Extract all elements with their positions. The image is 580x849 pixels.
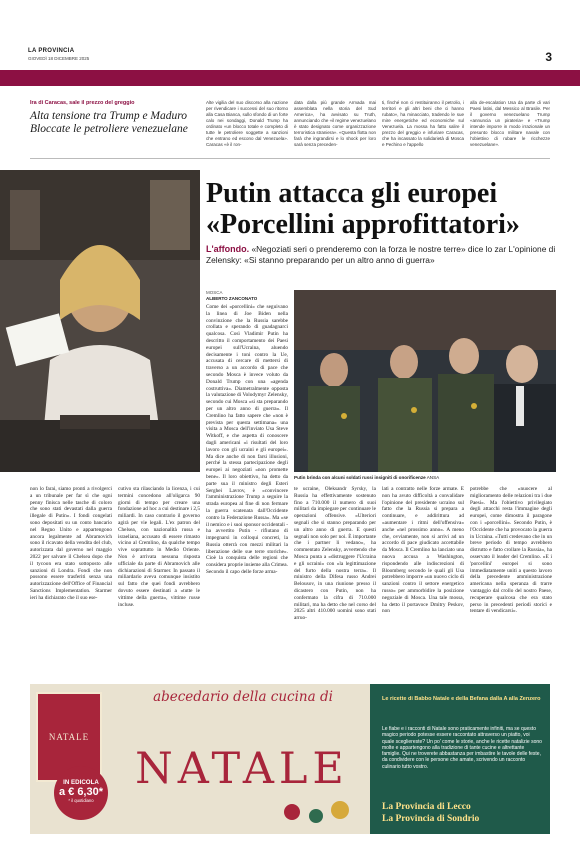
article-column-b: non lo farai, siamo pronti a rivolgerci a un tribunale per far sì che ogni penny finisca nelle tasche di coloro che sono stati devastati dalla guerra illegale di Putin». I fondi congelati sono depositati su un conto bancario nel Regno Unito e appartengono ancora legalmente ad Abramovich sono il ricavato della vendita del club, autorizzata dal governo nel maggio 2022 per salvare il Chelsea dopo che il tycoon era stato sottoposto alle sanzioni di Londra. Fondi che non possono essere trasferiti senza una autorizzazione dell'Office of Financial Sanctions Implementation. Starmer ieri ha dichiarato che il suo ese- (30, 486, 112, 601)
ad-natale-title: NATALE (135, 744, 349, 794)
ad-right-body: Le fiabe e i racconti di Natale sono praticamente infiniti, ma se questo magico periodo potesse essere raccontato attraverso un piatto, voi quale scegliereste? Un po' come le storie, anche le ricette natalizie sono molte e appartengono alla tradizione di tante cucine e altrettante famiglie. Qui ne troverete abbastanza per imbastire le tavole delle feste, da condividere con le persone che amate, scrivendo un racconto culinario tutto vostro. (382, 726, 542, 770)
issue-date: GIOVEDÌ 18 DICEMBRE 2025 (28, 56, 90, 61)
ad-badge-note: * il quotidiano (68, 798, 94, 803)
ad-abecedario-title: abecedario della cucina di (153, 689, 333, 705)
newspaper-name: LA PROVINCIA (28, 48, 75, 54)
teaser-title: Alta tensione tra Trump e Maduro Bloccate le petroliere venezuelane (30, 110, 188, 135)
dateline-city: MOSCA (206, 290, 223, 295)
ad-badge-edicola: IN EDICOLA (63, 779, 99, 786)
ad-brand-lecco: La Provincia di Lecco (382, 802, 471, 812)
teaser-article (30, 100, 200, 136)
masthead (0, 0, 580, 68)
meloni-photo (0, 170, 200, 472)
ad-badge-price: a € 6,30* (58, 786, 104, 798)
subhead-lead: L'affondo. (206, 244, 250, 254)
teaser-column-1: Alte vigilia del suo discorso alla nazione per rivendicare i successi del suo ritorno alla Casa Bianca, sullo sfondo di un forte calo nei sondaggi, Donald Trump ha ordinato «un blocco totale e completo di tutte le petroliere soggette a sanzioni che entrano ed escono dal Venezuela». Caracas «è il ron- (206, 100, 288, 147)
teaser-kicker: Ira di Caracas, sale il prezzo del greggio (30, 100, 135, 106)
article-column-f: potrebbe che «nuocere al miglioramento delle relazioni tra i due Paesi». Ma l'obiettivo privilegiato degli attacchi resta l'immagine degli europei, come dimostra il paragone con i «porcellini». Secondo Putin, è l'Occidente che ha provocato la guerra in Ucraina. «Tutti credevano che in un breve periodo di tempo avrebbero distrutto e fatto crollare la Russia», ha osservato il leader del Cremlino. «E i 'porcellini' europei si sono immediatamente uniti a questo lavoro della precedente amministrazione americana nella speranza di trarre vantaggio dal crollo del nostro Paese, recuperare qualcosa che era stato perso in precedenti periodi storici e tentare di vendicarsi». (470, 486, 552, 615)
article-column-c: cutivo sta rilasciando la licenza, i cui termini concedono all'oligarca 90 giorni di tempo per creare una fondazione ad hoc a cui destinare i 2,5 miliardi. In caso contrario il governo agirà per vie legali. L'ex patron del Chelsea, con nazionalità russa e israeliana, accusato di essere rimasto vicino al Cremlino, da qualche tempo vive soprattutto in Medio Oriente. Non è arrivata nessuna risposta ufficiale da parte di Abramovich alle dichiarazioni di Starmer. In passato il miliardario aveva comunque insistito sul fatto che quei fondi avrebbero dovuto essere destinati a «tutte le vittime della guerra», vittime russe incluse. (118, 486, 200, 608)
photo-caption-text: Putin brinda con alcuni soldati russi insigniti di onorificenze (294, 475, 426, 480)
subhead-text: «Negoziati seri o prenderemo con la forza le nostre terre» dice lo zar L'opinione di Zelensky: «Si stanno preparando per un altro anno di guerra» (206, 244, 556, 265)
ad-right-title: Le ricette di Babbo Natale e della Befana dalla A alla Zenzero (382, 696, 541, 702)
article-column-e: lati a contratto nelle forze armate. E non ha avuto difficoltà a convalidare l'opinione del presidente ucraino sul fatto che la Russia si prepara a continuare, e addirittura ad «aumentare i ritmi dell'offensiva» anche «nel prossimo anno». A meno che, ovviamente, non si arrivi ad un accordo di pace giudicato accettabile da Mosca. Il Cremlino ha lanciato una nuova accusa a Washington, rispondendo alle indiscrezioni di Bloomberg secondo le quali gli Usa potrebbero imporre «un nuovo ciclo di sanzioni contro il settore energetico russo» per ammorbidire la posizione negoziale di Mosca. Una tale mossa, ha detto il portavoce Dmitry Peskov, non (382, 486, 464, 615)
meloni-photo-illustration (0, 170, 200, 472)
ad-brand-sondrio: La Provincia di Sondrio (382, 814, 480, 824)
page-number: 3 (545, 50, 552, 64)
putin-soldiers-photo (294, 290, 556, 472)
photo-credit: ANSA (426, 475, 440, 480)
ad-decoration-icon (280, 792, 360, 832)
putin-soldiers-illustration (294, 290, 556, 472)
article-column-a: Come dei «porcellini» che seguivano la linea di Joe Biden nella convinzione che la Russia sarebbe crollata e sperando di guadagnarci qualcosa. Così Vladimir Putin ha descritto il comportamento dei Paesi europei sull'Ucraina, aluendo decisamente i toni contro la Ue, accusata di cercare di mettersi di traverso a un accordo di pace che secondo Mosca è invece voluto da Donald Trump con una «agenda costruttiva». Diametralmente opposta la valutazione di Volodymyr Zelensky, secondo cui Mosca «si sta preparando per un altro anno di guerra». Il Cremlino ha fatto sapere che «non è prevista per questa settimana» una visita a Mosca dell'inviato Usa Steve Witkoff, e che aspetta di conoscere dagli americani «i risultati del loro lavoro con gli ucraini e gli europei». Ma dice anche di non farsi illusioni, perché la stessa partecipazione degli europei ai negoziati «non promette bene». Il loro obiettivo, ha detto da parte sua il ministro degli Esteri Serghei Lavrov, è «convincere l'amministrazione Trump a seguire la strada europea al fine di non fermare la guerra scatenata dall'Occidente contro la Federazione Russa». Ma «se il nemico e i suoi sponsor occidentali - ha avvertito Putin - rifiutano di impegnarsi in colloqui concreti, la Russia otterrà con mezzi militari la liberazione delle sue terre storiche». Cioè la conquista delle regioni che considera proprie insieme alla Crimea. Secondo il capo delle forze arma- (206, 304, 288, 576)
subheadline (206, 244, 556, 266)
natale-advertisement[interactable] (30, 684, 550, 834)
photo-caption (294, 475, 556, 480)
teaser-column-2: data dalla più grande Armada mai assemblata nella storia del Sud America», ha avvisato su Truth, annunciando che «il regime venezuelano è stato designato come organizzazione terroristica straniera». «Questa flotta non farà che ingrandirsi e lo shock per loro sarà senza preceden- (294, 100, 376, 147)
main-headline: Putin attacca gli europei «Porcellini approfittatori» (206, 178, 520, 240)
article-column-d: te ucraine, Oleksandr Syrsky, la Russia ha effettivamente sostenuto fino a 710.000 il numero di suoi militari da impiegare per continuare le operazioni offensive. «Ulteriori segnali che si stanno preparando per un altro anno di guerra. E questi segnali non solo per noi. È importante che i partner li vedano», ha commentato Zelensky, avvertendo che Mosca punta a «distruggere l'Ucraina e gli ucraini» con «la legittimazione del furto della nostra terra». Il ministro della Difesa russo Andrei Belousov, in una riunione presso il dicastero con Putin, non ha confermato la cifra di 710.000 militari, ma ha detto che nel corso del 2025 altri 410.000 uomini sono stati arruo- (294, 486, 376, 622)
ad-price-badge (54, 766, 108, 820)
section-divider (30, 158, 550, 159)
ad-book-title: NATALE (48, 732, 90, 742)
byline-author: ALBERTO ZANCONATO (206, 296, 258, 301)
teaser-column-4: alla de-escalation Usa da parte di vari Paesi latini, dal Messico al Brasile. Per il governo venezuelano Trump «annuncia un pirateria» e «Trump intende imporre in modo irrazionale un presunto blocco militare navale con l'obiettivo di rubare le ricchezze venezuelane». (470, 100, 550, 147)
teaser-column-3: ti, finché non ci restituiranno il petrolio, i territori e gli altri beni che ci hanno rubato», ha minacciato, tradendo le sue mire energetiche ed economiche sul Venezuela. La mossa ha fatto salire il prezzo del greggio e infuriare Caracas, che ha incassato la solidarietà di Mosca e Pechino e l'appello (382, 100, 464, 147)
brand-band (0, 70, 580, 86)
